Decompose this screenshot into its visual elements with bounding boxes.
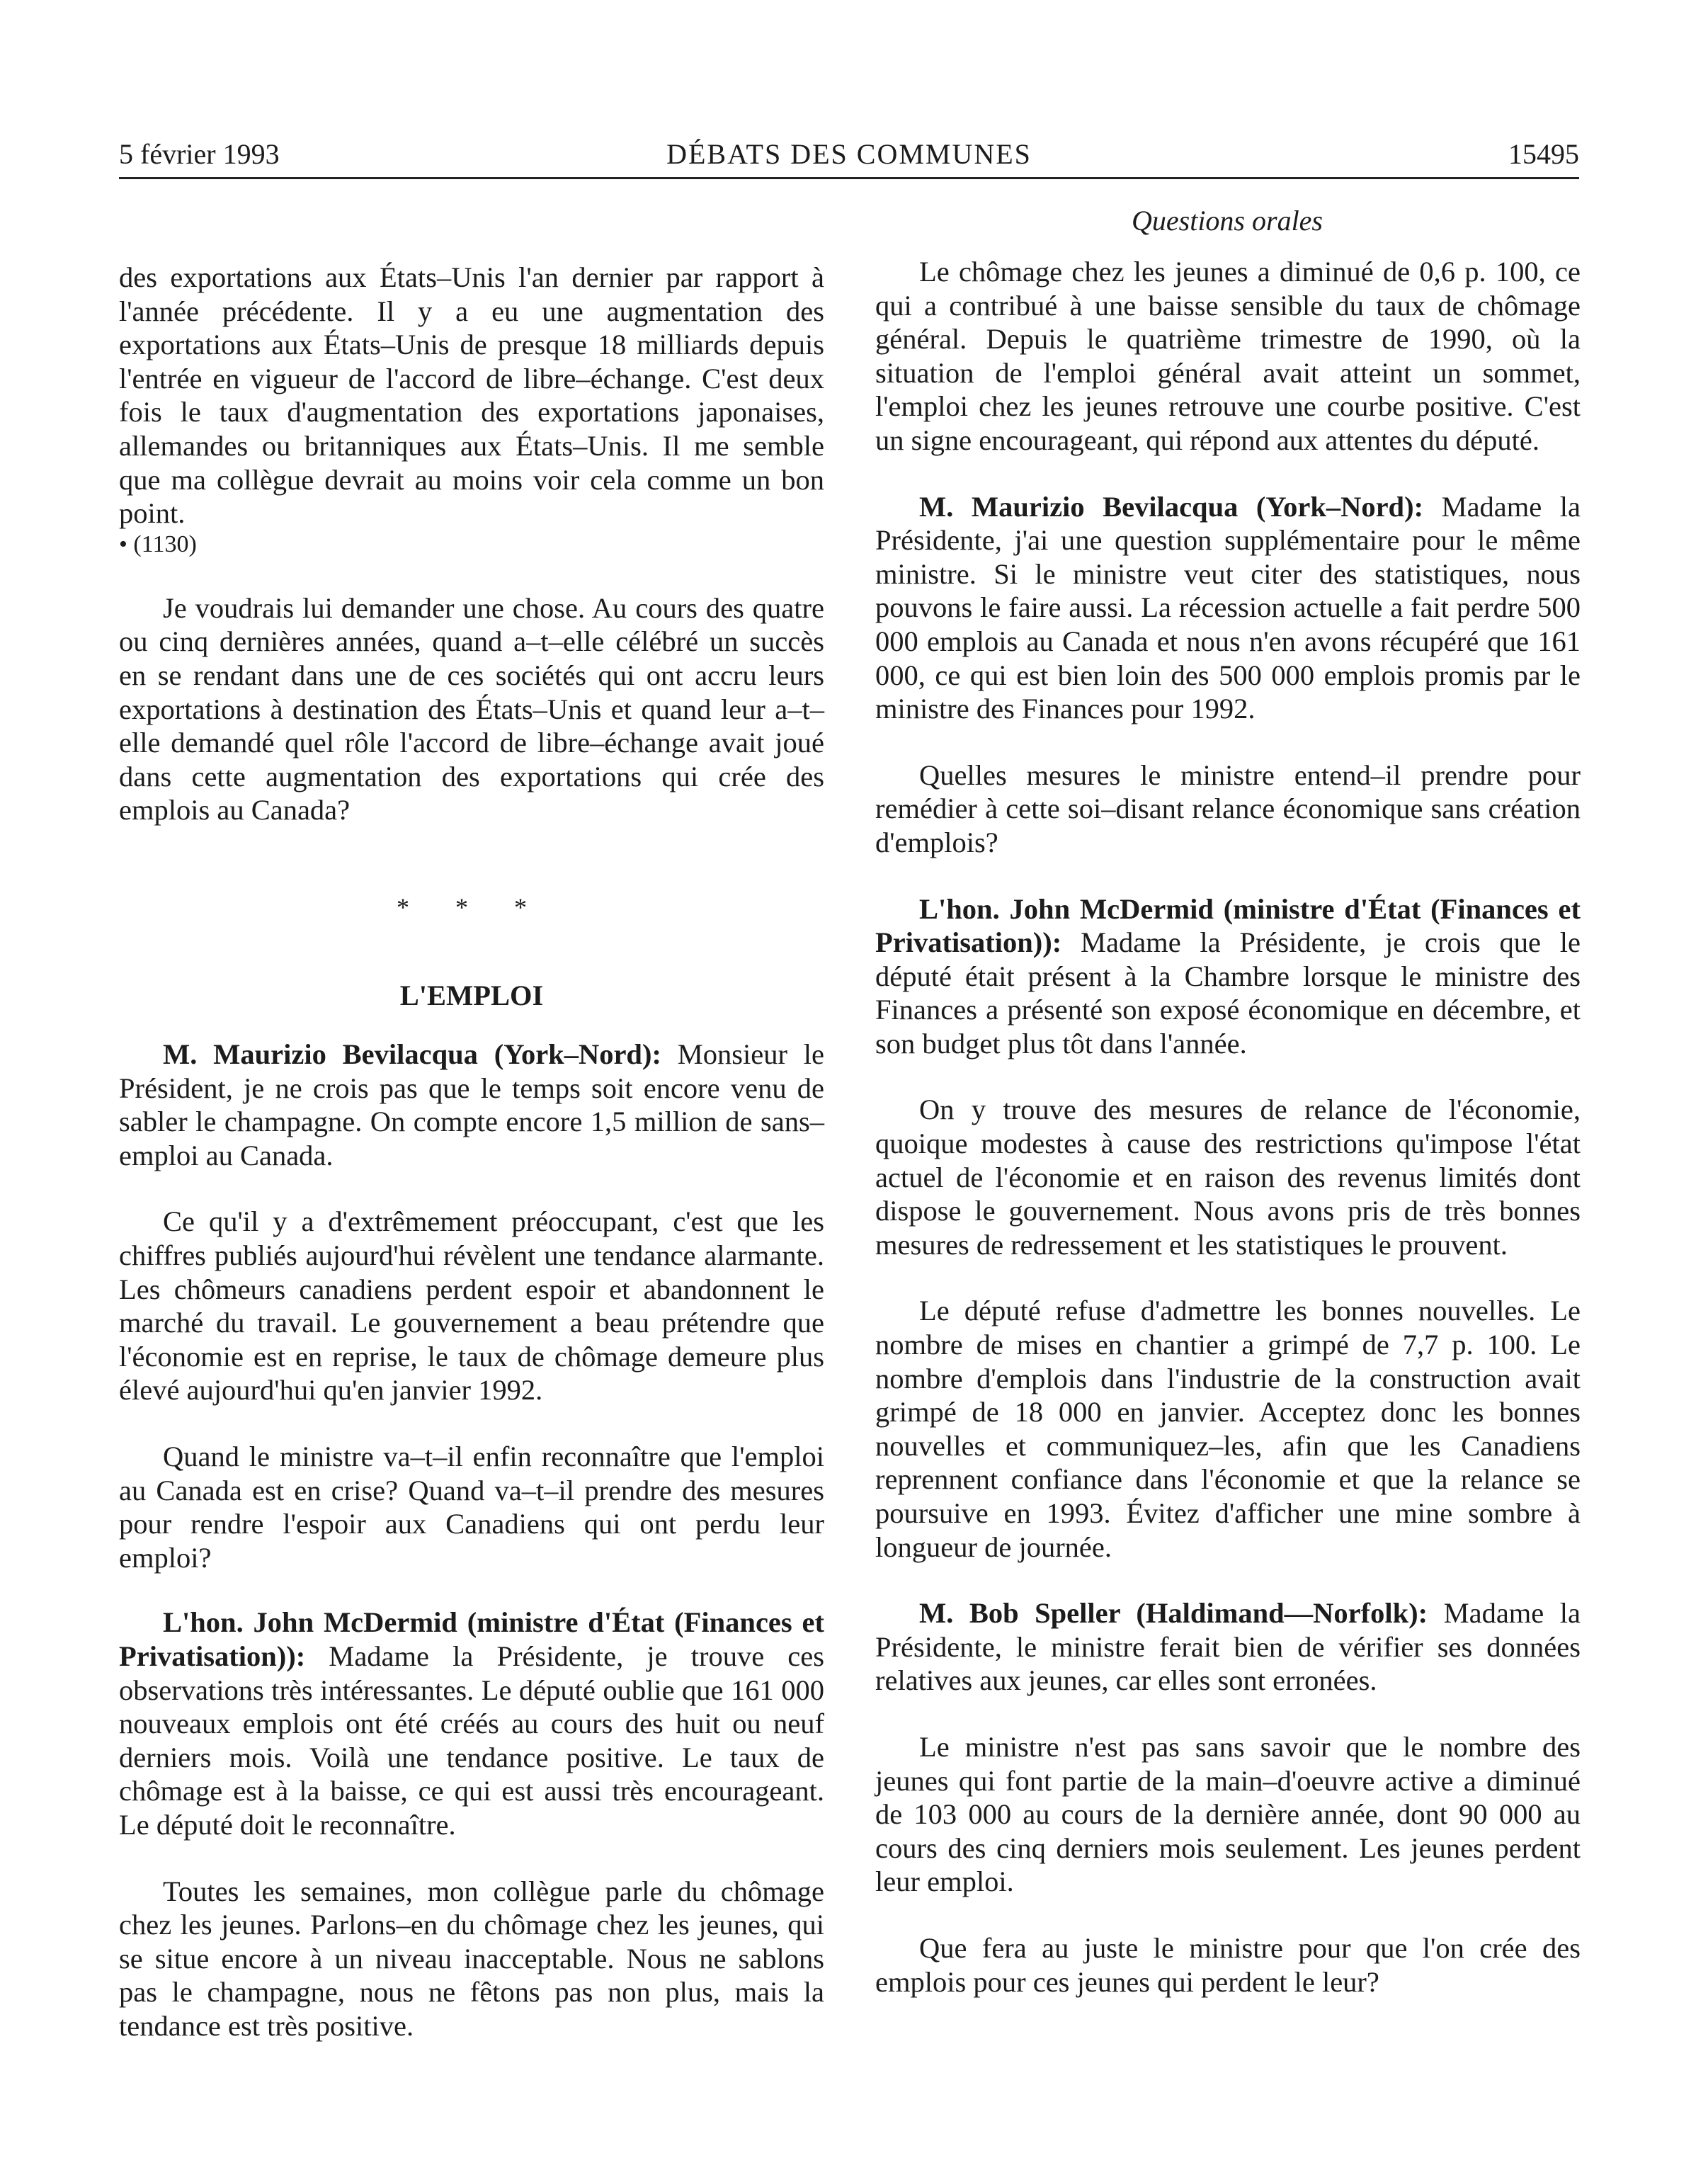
left-paragraph-5: Quand le ministre va–t–il enfin reconnaître que l'emploi au Canada est en crise? Quand va–t–il prendre des mesures pour rendre l'espoir aux Canadiens qui ont perdu leur emploi? [119, 1441, 824, 1574]
right-column [875, 255, 1581, 1999]
right-paragraph-9: Que fera au juste le ministre pour que l'on crée des emplois pour ces jeunes qui perdent le leur? [875, 1931, 1581, 1998]
header-page-number: 15495 [1508, 138, 1579, 170]
right-paragraph-2 [875, 490, 1581, 726]
right-paragraph-5: On y trouve des mesures de relance de l'économie, quoique modestes à cause des restrictions qu'impose l'état actuel de l'économie et en raison des revenus limités dont dispose le gouvernement. Nous avons pris de très bonnes mesures de redressement et les statistiques le prouvent. [875, 1093, 1581, 1261]
speech-text: Madame la Présidente, j'ai une question supplémentaire pour le même ministre. Si le ministre veut citer des statistiques, nous pouvons le faire aussi. La récession actuelle a fait perdre 500 000 emplois au Canada et nous n'en avons récupéré que 161 000, ce qui est bien loin des 500 000 emplois promis par le ministre des Finances pour 1992. [875, 490, 1581, 725]
right-paragraph-8: Le ministre n'est pas sans savoir que le nombre des jeunes qui font partie de la main–d'oeuvre active a diminué de 103 000 au cours de la dernière année, dont 90 000 au cours des cinq derniers mois seulement. Les jeunes perdent leur emploi. [875, 1730, 1581, 1898]
speech-text: Madame la Présidente, je crois que le député était présent à la Chambre lorsque le ministre des Finances a présenté son exposé économique en décembre, et son budget plus tôt dans l'année. [875, 926, 1581, 1060]
section-heading: L'EMPLOI [399, 979, 544, 1011]
speaker-name: M. Maurizio Bevilacqua (York–Nord): [163, 1038, 661, 1071]
speaker-name: M. Bob Speller (Haldimand—Norfolk): [919, 1597, 1428, 1630]
left-paragraph-3 [119, 1038, 824, 1172]
speaker-name: L'hon. John McDermid (ministre d'État (Finances et Privatisation)): [119, 1606, 824, 1672]
speaker-name: M. Maurizio Bevilacqua (York–Nord): [919, 490, 1424, 523]
speaker-name: L'hon. John McDermid (ministre d'État (Finances et Privatisation)): [875, 892, 1581, 959]
left-paragraph-7: Toutes les semaines, mon collègue parle du chômage chez les jeunes. Parlons–en du chômage chez les jeunes, qui se situe encore à un niveau inacceptable. Nous ne sablons pas le champagne, nous ne fêtons pas non plus, mais la tendance est très positive. [119, 1875, 824, 2042]
right-paragraph-4 [875, 892, 1581, 1061]
section-label: Questions orales [1132, 205, 1323, 237]
right-paragraph-3: Quelles mesures le ministre entend–il prendre pour remédier à cette soi–disant relance économique sans création d'emplois? [875, 759, 1581, 858]
left-paragraph-6 [119, 1606, 824, 1841]
left-paragraph-4: Ce qu'il y a d'extrêmement préoccupant, c'est que les chiffres publiés aujourd'hui révèlent une tendance alarmante. Les chômeurs canadiens perdent espoir et abandonnent le marché du travail. Le gouvernement a beau prétendre que l'économie est en reprise, le taux de chômage demeure plus élevé aujourd'hui qu'en janvier 1992. [119, 1205, 824, 1407]
left-paragraph-2: Je voudrais lui demander une chose. Au cours des quatre ou cinq dernières années, quand a–t–elle célébré un succès en se rendant dans une de ces sociétés qui ont accru leurs exportations à destination des États–Unis et quand leur a–t–elle demandé quel rôle l'accord de libre–échange avait joué dans cette augmentation des exportations qui crée des emplois au Canada? [119, 591, 824, 826]
speech-text: Madame la Présidente, le ministre ferait bien de vérifier ses données relatives aux jeunes, car elles sont erronées. [875, 1597, 1581, 1697]
left-paragraph-1: des exportations aux États–Unis l'an dernier par rapport à l'année précédente. Il y a eu une augmentation des exportations aux États–Unis de presque 18 milliards depuis l'entrée en vigueur de l'accord de libre–échange. C'est deux fois le taux d'augmentation des exportations japonaises, allemandes ou britanniques aux États–Unis. Il me semble que ma collègue devrait au moins voir cela comme un bon point. [119, 261, 824, 530]
header-date: 5 février 1993 [119, 138, 280, 170]
right-paragraph-6: Le député refuse d'admettre les bonnes nouvelles. Le nombre de mises en chantier a grimpé de 7,7 p. 100. Le nombre d'emplois dans l'industrie de la construction avait grimpé de 18 000 en janvier. Acceptez donc les bonnes nouvelles et communiquez–les, afin que les Canadiens reprennent confiance dans l'économie et que la relance se poursuive en 1993. Évitez d'afficher une mine sombre à longueur de journée. [875, 1295, 1581, 1563]
header-title: DÉBATS DES COMMUNES [666, 138, 1032, 170]
speech-text: Madame la Présidente, je trouve ces observations très intéressantes. Le député oublie que 161 000 nouveaux emplois ont été créés au cours des huit ou neuf derniers mois. Voilà une tendance positive. Le taux de chômage est à la baisse, ce qui est aussi très encourageant. Le député doit le reconnaître. [119, 1640, 824, 1841]
left-column [119, 261, 824, 2043]
section-separator: * * * [397, 892, 547, 921]
time-marker: • (1130) [119, 530, 197, 557]
speech-text: Monsieur le Président, je ne crois pas que le temps soit encore venu de sabler le champagne. On compte encore 1,5 million de sans–emploi au Canada. [119, 1038, 824, 1171]
page-header [119, 135, 1579, 179]
right-paragraph-1: Le chômage chez les jeunes a diminué de 0,6 p. 100, ce qui a contribué à une baisse sensible du taux de chômage général. Depuis le quatrième trimestre de 1990, où la situation de l'emploi général avait atteint un sommet, l'emploi chez les jeunes retrouve une courbe positive. C'est un signe encourageant, qui répond aux attentes du député. [875, 256, 1581, 456]
right-paragraph-7 [875, 1596, 1581, 1698]
